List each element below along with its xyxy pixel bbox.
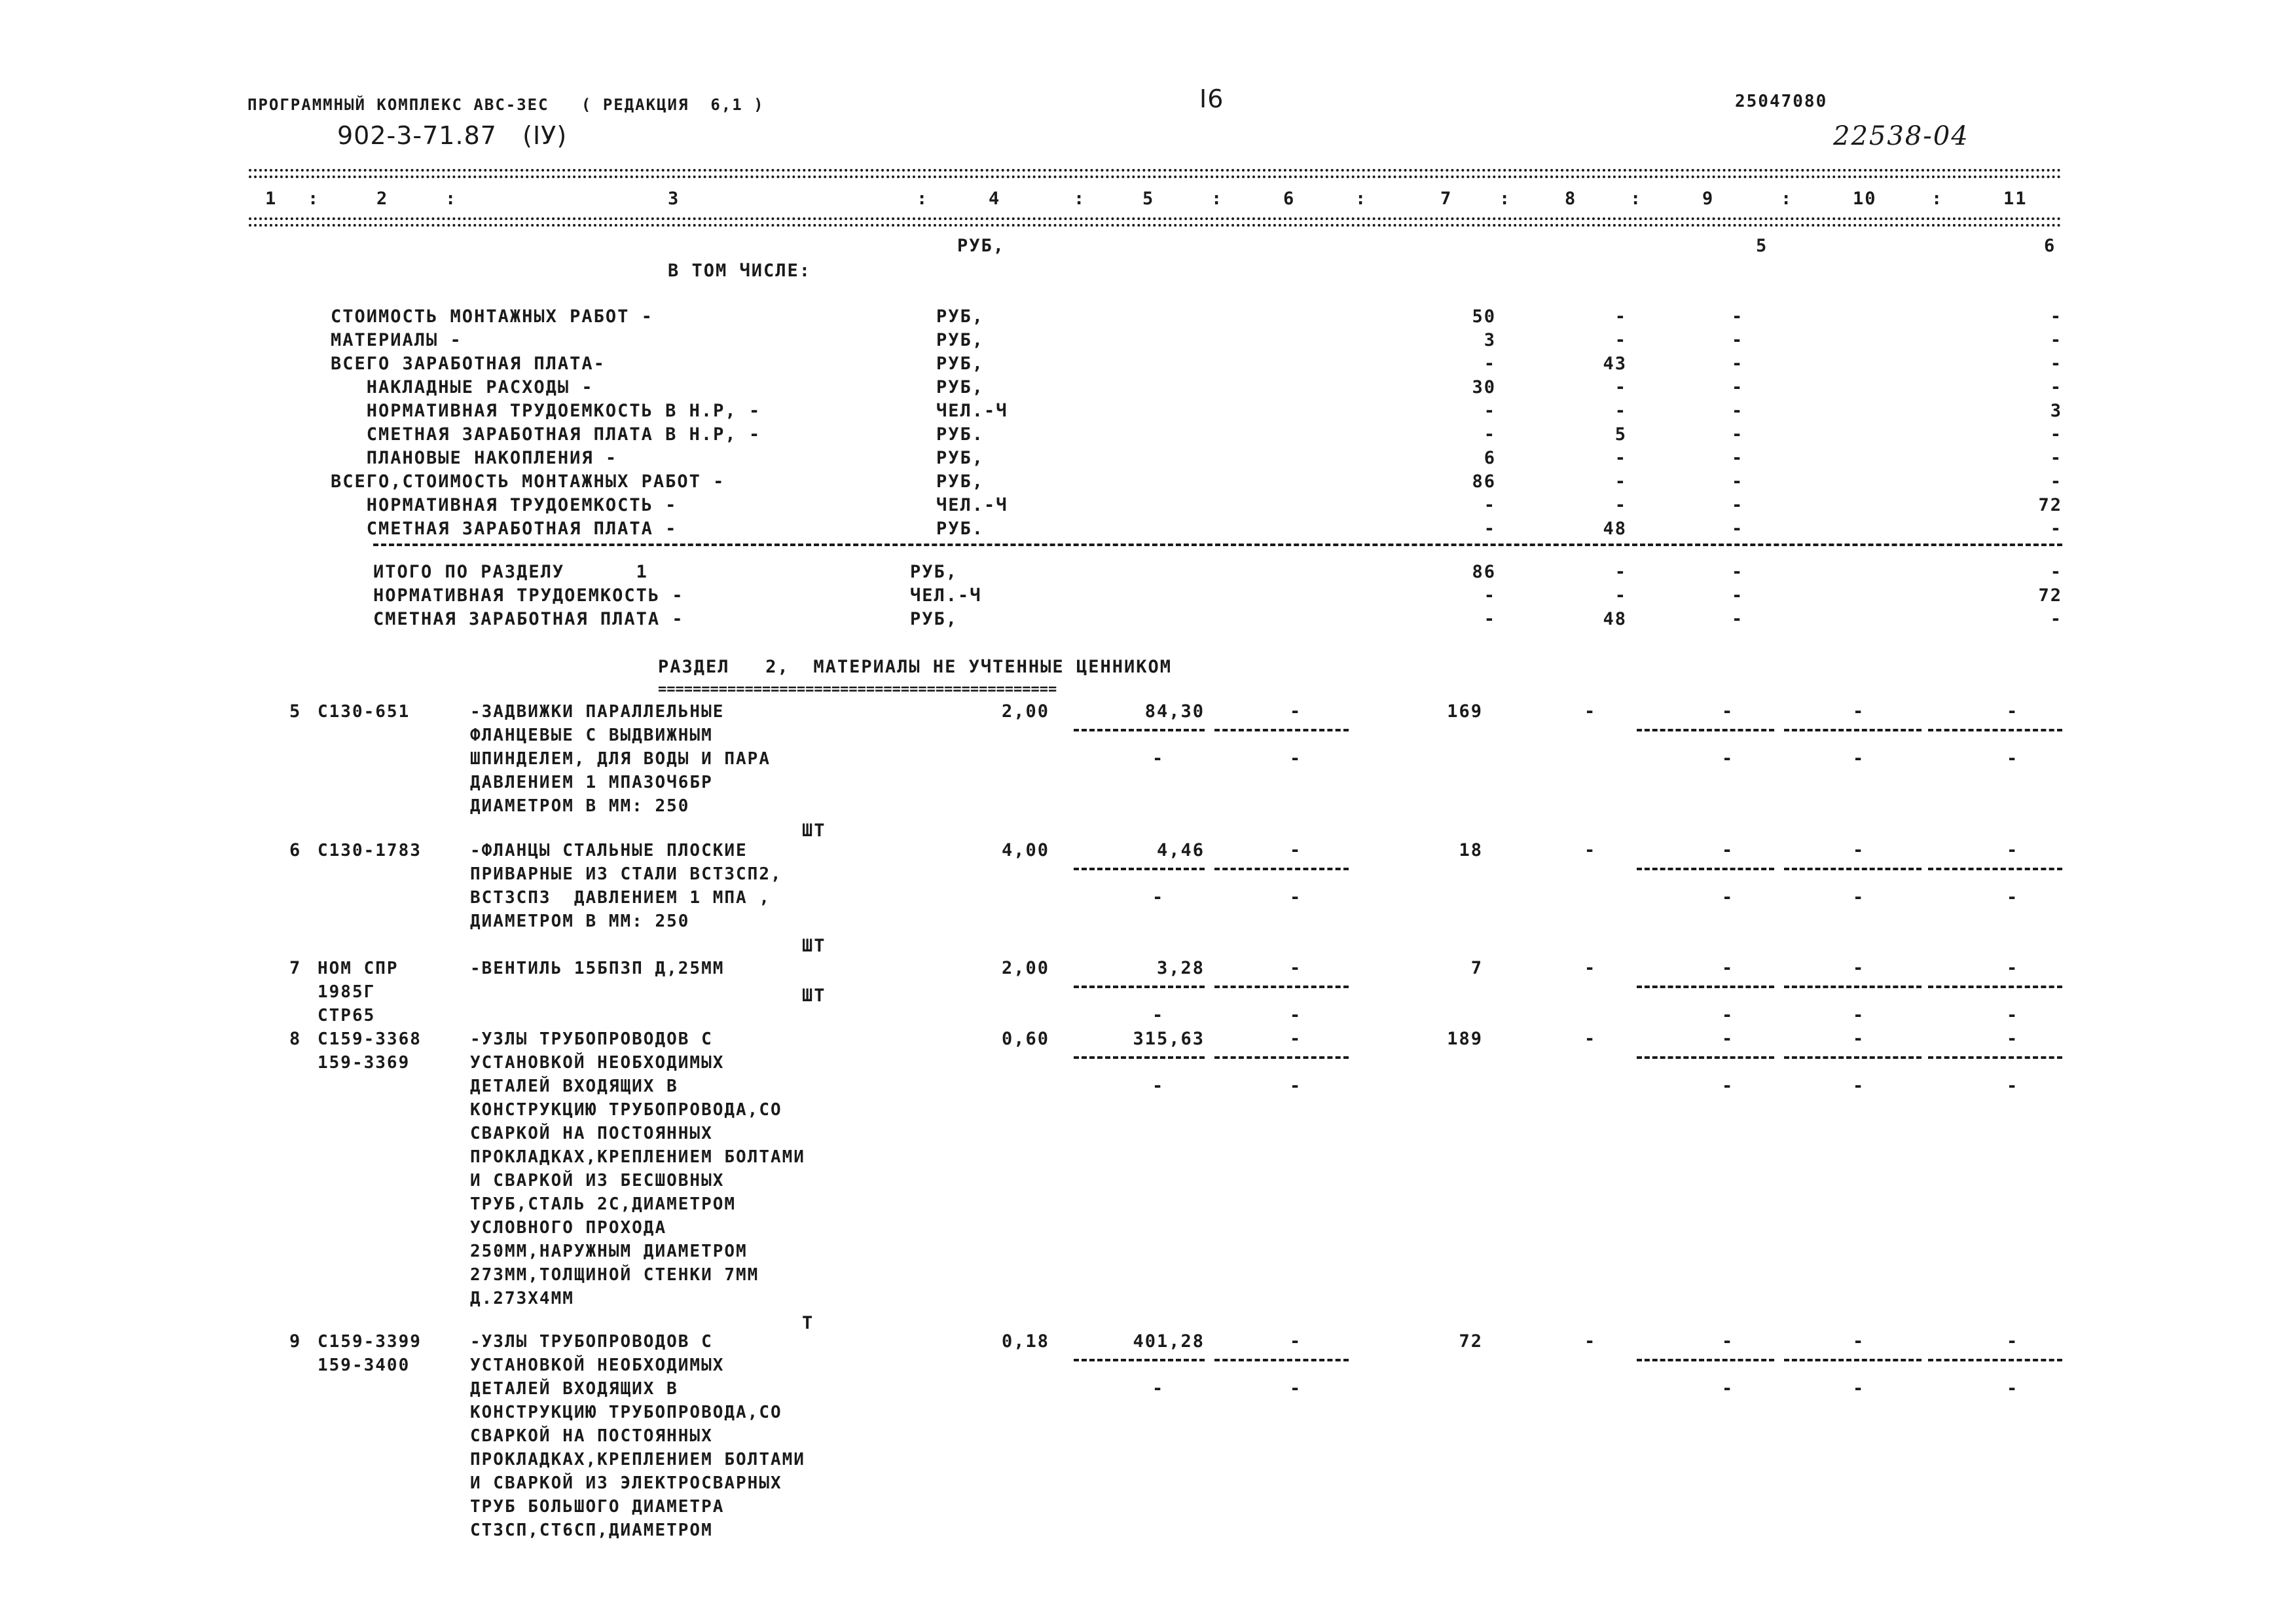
item-col11: - <box>2007 1331 2019 1352</box>
summary-col7: 30 <box>1472 377 1496 397</box>
item-col8: - <box>1584 1331 1597 1352</box>
item-col8: - <box>1584 958 1597 978</box>
summary-unit: РУБ, <box>936 377 985 397</box>
item-description: -ЗАДВИЖКИ ПАРАЛЛЕЛЬНЫЕ ФЛАНЦЕВЫЕ С ВЫДВИЖНЫМ ШПИНДЕЛЕМ, ДЛЯ ВОДЫ И ПАРА ДАВЛЕНИЕМ 1 МПА3ОЧ6БР ДИАМЕТРОМ В ММ: 250 <box>470 702 771 816</box>
item-col5-sub: - <box>1152 1005 1165 1025</box>
item-price: 401,28 <box>1133 1331 1205 1352</box>
summary-label: ПЛАНОВЫЕ НАКОПЛЕНИЯ - <box>331 448 618 468</box>
item-col7: 72 <box>1459 1331 1483 1352</box>
document-code: 25047080 <box>1735 92 1828 111</box>
item-price: 315,63 <box>1133 1029 1205 1049</box>
item-number: 9 <box>289 1331 302 1352</box>
item-col6: - <box>1290 1029 1302 1049</box>
item-col9-sub: - <box>1722 1076 1734 1096</box>
summary-col8: 43 <box>1603 354 1627 374</box>
item-price: 4,46 <box>1156 840 1205 860</box>
item-price: 3,28 <box>1156 958 1205 978</box>
column-number-4: 4 <box>989 189 1001 209</box>
total-col7: 86 <box>1472 562 1496 582</box>
summary-col11: - <box>2050 354 2062 374</box>
summary-col7: 50 <box>1472 306 1496 327</box>
summary-col11: - <box>2050 330 2062 350</box>
column-separator: : <box>1074 189 1086 209</box>
column-number-2: 2 <box>376 189 389 209</box>
summary-label: СТОИМОСТЬ МОНТАЖНЫХ РАБОТ - <box>331 306 653 327</box>
item-col6-sub: - <box>1290 1076 1302 1096</box>
item-code: С130-651 <box>318 702 410 722</box>
item-col10-sub: - <box>1853 887 1865 908</box>
item-subtotal-rule <box>1637 729 1774 731</box>
item-col6-sub: - <box>1290 1378 1302 1399</box>
summary-col9: - <box>1732 519 1744 539</box>
item-number: 6 <box>289 840 302 860</box>
item-col10-sub: - <box>1853 748 1865 769</box>
project-number: 902-3-71.87 (IУ) <box>337 121 568 150</box>
item-code: С130-1783 <box>318 841 422 860</box>
total-col7: - <box>1484 609 1496 629</box>
summary-unit: ЧЕЛ.-Ч <box>936 495 1008 515</box>
summary-col7: - <box>1484 354 1496 374</box>
item-col9: - <box>1722 1029 1734 1049</box>
item-col6: - <box>1290 701 1302 722</box>
summary-label: СМЕТНАЯ ЗАРАБОТНАЯ ПЛАТА - <box>331 519 678 539</box>
summary-col7: 6 <box>1484 448 1496 468</box>
summary-unit: ЧЕЛ.-Ч <box>936 401 1008 421</box>
item-col10: - <box>1853 958 1865 978</box>
summary-col9: - <box>1732 471 1744 492</box>
total-col11: - <box>2050 562 2062 582</box>
item-col6-sub: - <box>1290 887 1302 908</box>
item-col7: 18 <box>1459 840 1483 860</box>
summary-col11: - <box>2050 519 2062 539</box>
summary-label: НАКЛАДНЫЕ РАСХОДЫ - <box>331 377 594 397</box>
item-col11-sub: - <box>2007 1076 2019 1096</box>
item-quantity: 4,00 <box>1002 840 1050 860</box>
item-col10-sub: - <box>1853 1005 1865 1025</box>
column-number-6: 6 <box>1283 189 1296 209</box>
column-number-10: 10 <box>1853 189 1877 209</box>
summary-col8: - <box>1614 330 1627 350</box>
summary-col9: - <box>1732 354 1744 374</box>
column-number-8: 8 <box>1565 189 1577 209</box>
item-col5-sub: - <box>1152 1076 1165 1096</box>
summary-unit: РУБ. <box>936 519 985 539</box>
item-col10: - <box>1853 701 1865 722</box>
item-col7: 169 <box>1447 701 1483 722</box>
item-col9: - <box>1722 701 1734 722</box>
item-col11: - <box>2007 958 2019 978</box>
summary-col8: 48 <box>1603 519 1627 539</box>
total-col8: - <box>1614 562 1627 582</box>
item-col10: - <box>1853 1029 1865 1049</box>
item-subtotal-rule <box>1214 729 1349 731</box>
total-unit: РУБ, <box>910 609 958 629</box>
item-col10-sub: - <box>1853 1378 1865 1399</box>
summary-col8: - <box>1614 448 1627 468</box>
section-title: РАЗДЕЛ 2, МАТЕРИАЛЫ НЕ УЧТЕННЫЕ ЦЕННИКОМ <box>658 657 1172 677</box>
summary-col8: - <box>1614 471 1627 492</box>
summary-col7: 86 <box>1472 471 1496 492</box>
summary-col11: - <box>2050 424 2062 445</box>
summary-col7: 3 <box>1484 330 1496 350</box>
column-separator: : <box>1355 189 1368 209</box>
item-subtotal-rule <box>1637 868 1774 870</box>
item-subtotal-rule <box>1928 868 2062 870</box>
item-number: 7 <box>289 958 302 978</box>
item-col9-sub: - <box>1722 1005 1734 1025</box>
column-number-9: 9 <box>1702 189 1715 209</box>
program-title: ПРОГРАММНЫЙ КОМПЛЕКС АВС-3ЕС ( РЕДАКЦИЯ 6,1 ) <box>247 96 765 114</box>
summary-unit: РУБ, <box>936 448 985 468</box>
summary-label: ВСЕГО,СТОИМОСТЬ МОНТАЖНЫХ РАБОТ - <box>331 471 725 492</box>
item-code: НОМ СПР 1985Г СТР65 <box>318 959 399 1025</box>
summary-col11: 3 <box>2050 401 2062 421</box>
summary-col11: 72 <box>2038 495 2062 515</box>
item-subtotal-rule <box>1074 1359 1205 1361</box>
item-code: С159-3399 159-3400 <box>318 1332 422 1375</box>
column-separator: : <box>917 189 929 209</box>
item-subtotal-rule <box>1214 868 1349 870</box>
summary-unit: РУБ. <box>936 424 985 445</box>
section-underline: ============================================== <box>658 681 1057 697</box>
item-subtotal-rule <box>1074 1056 1205 1059</box>
item-col8: - <box>1584 840 1597 860</box>
item-col9-sub: - <box>1722 1378 1734 1399</box>
item-subtotal-rule <box>1784 1056 1922 1059</box>
column-separator: : <box>308 189 320 209</box>
summary-col11: - <box>2050 448 2062 468</box>
item-col9: - <box>1722 958 1734 978</box>
total-col9: - <box>1732 562 1744 582</box>
summary-col9: - <box>1732 330 1744 350</box>
page-number: I6 <box>1199 84 1224 113</box>
summary-col7: - <box>1484 401 1496 421</box>
item-col11: - <box>2007 701 2019 722</box>
header-rule-bottom-2 <box>249 224 2062 227</box>
item-subtotal-rule <box>1637 1056 1774 1059</box>
header-rule-bottom <box>249 217 2062 220</box>
item-col7: 7 <box>1470 958 1483 978</box>
item-subtotal-rule <box>1637 1359 1774 1361</box>
item-subtotal-rule <box>1784 986 1922 988</box>
item-col7: 189 <box>1447 1029 1483 1049</box>
summary-col9: - <box>1732 401 1744 421</box>
column-number-1: 1 <box>265 189 278 209</box>
item-col5-sub: - <box>1152 887 1165 908</box>
summary-col8: - <box>1614 401 1627 421</box>
summary-col9: - <box>1732 306 1744 327</box>
item-col10: - <box>1853 840 1865 860</box>
item-subtotal-rule <box>1074 868 1205 870</box>
summary-col9: - <box>1732 495 1744 515</box>
total-label: ИТОГО ПО РАЗДЕЛУ 1 <box>373 562 648 582</box>
summary-unit: РУБ, <box>936 306 985 327</box>
item-number: 8 <box>289 1029 302 1049</box>
summary-col8: - <box>1614 495 1627 515</box>
item-description: -УЗЛЫ ТРУБОПРОВОДОВ С УСТАНОВКОЙ НЕОБХОДИМЫХ ДЕТАЛЕЙ ВХОДЯЩИХ В КОНСТРУКЦИЮ ТРУБОПРОВОДА,СО СВАРКОЙ НА ПОСТОЯННЫХ ПРОКЛАДКАХ,КРЕПЛЕНИЕМ БОЛТАМИ И СВАРКОЙ ИЗ ЭЛЕКТРОСВАРНЫХ ТРУБ БОЛЬШОГО ДИАМЕТРА СТ3СП,СТ6СП,ДИАМЕТРОМ <box>470 1332 805 1540</box>
item-quantity: 0,18 <box>1002 1331 1050 1352</box>
summary-label: НОРМАТИВНАЯ ТРУДОЕМКОСТЬ В Н.Р, - <box>331 401 761 421</box>
summary-col9: - <box>1732 424 1744 445</box>
summary-unit: РУБ, <box>936 330 985 350</box>
item-col6: - <box>1290 840 1302 860</box>
summary-col11: - <box>2050 306 2062 327</box>
item-col6-sub: - <box>1290 1005 1302 1025</box>
column-number-11: 11 <box>2003 189 2028 209</box>
item-col11: - <box>2007 1029 2019 1049</box>
item-description: -ФЛАНЦЫ СТАЛЬНЫЕ ПЛОСКИЕ ПРИВАРНЫЕ ИЗ СТАЛИ ВСТ3СП2, ВСТ3СП3 ДАВЛЕНИЕМ 1 МПА , ДИАМЕТРОМ В ММ: 250 <box>470 841 782 931</box>
column-number-5: 5 <box>1142 189 1155 209</box>
item-quantity: 2,00 <box>1002 958 1050 978</box>
column-separator: : <box>1630 189 1643 209</box>
item-col6-sub: - <box>1290 748 1302 769</box>
item-col11-sub: - <box>2007 887 2019 908</box>
summary-label: СМЕТНАЯ ЗАРАБОТНАЯ ПЛАТА В Н.Р, - <box>331 424 761 445</box>
summary-label: ВСЕГО ЗАРАБОТНАЯ ПЛАТА- <box>331 354 606 374</box>
item-col6: - <box>1290 958 1302 978</box>
item-col5-sub: - <box>1152 748 1165 769</box>
summary-col11: - <box>2050 377 2062 397</box>
total-col7: - <box>1484 585 1496 606</box>
total-unit: ЧЕЛ.-Ч <box>910 585 982 606</box>
item-quantity: 0,60 <box>1002 1029 1050 1049</box>
summary-top-unit: РУБ, <box>957 236 1006 256</box>
item-unit: Т <box>802 1313 814 1333</box>
item-subtotal-rule <box>1214 1056 1349 1059</box>
total-col9: - <box>1732 609 1744 629</box>
item-subtotal-rule <box>1637 986 1774 988</box>
item-col8: - <box>1584 701 1597 722</box>
item-subtotal-rule <box>1784 868 1922 870</box>
column-separator: : <box>1781 189 1793 209</box>
total-col9: - <box>1732 585 1744 606</box>
total-col11: - <box>2050 609 2062 629</box>
item-col9-sub: - <box>1722 887 1734 908</box>
summary-separator <box>373 544 2062 546</box>
total-col8: 48 <box>1603 609 1627 629</box>
summary-col8: - <box>1614 306 1627 327</box>
item-subtotal-rule <box>1784 729 1922 731</box>
summary-unit: РУБ, <box>936 471 985 492</box>
item-col10: - <box>1853 1331 1865 1352</box>
summary-col8: - <box>1614 377 1627 397</box>
item-subtotal-rule <box>1214 986 1349 988</box>
column-separator: : <box>445 189 458 209</box>
item-subtotal-rule <box>1928 1056 2062 1059</box>
item-col10-sub: - <box>1853 1076 1865 1096</box>
total-label: СМЕТНАЯ ЗАРАБОТНАЯ ПЛАТА - <box>373 609 684 629</box>
item-col11-sub: - <box>2007 748 2019 769</box>
item-col11-sub: - <box>2007 1005 2019 1025</box>
summary-top-c9: 5 <box>1756 236 1768 256</box>
item-subtotal-rule <box>1214 1359 1349 1361</box>
item-subtotal-rule <box>1074 729 1205 731</box>
summary-unit: РУБ, <box>936 354 985 374</box>
item-col8: - <box>1584 1029 1597 1049</box>
item-unit: ШТ <box>802 821 826 841</box>
item-col11: - <box>2007 840 2019 860</box>
total-col11: 72 <box>2038 585 2062 606</box>
column-separator: : <box>1211 189 1224 209</box>
summary-label: МАТЕРИАЛЫ - <box>331 330 462 350</box>
item-description: -УЗЛЫ ТРУБОПРОВОДОВ С УСТАНОВКОЙ НЕОБХОДИМЫХ ДЕТАЛЕЙ ВХОДЯЩИХ В КОНСТРУКЦИЮ ТРУБОПРОВОДА,СО СВАРКОЙ НА ПОСТОЯННЫХ ПРОКЛАДКАХ,КРЕПЛЕНИЕМ БОЛТАМИ И СВАРКОЙ ИЗ БЕСШОВНЫХ ТРУБ,СТАЛЬ 2С,ДИАМЕТРОМ УСЛОВНОГО ПРОХОДА 250ММ,НАРУЖНЫМ ДИАМЕТРОМ 273ММ,ТОЛЩИНОЙ СТЕНКИ 7ММ Д.273Х4ММ <box>470 1029 805 1308</box>
total-col8: - <box>1614 585 1627 606</box>
column-number-7: 7 <box>1440 189 1453 209</box>
sheet-number: 22538-04 <box>1833 121 1969 151</box>
item-col5-sub: - <box>1152 1378 1165 1399</box>
item-subtotal-rule <box>1074 986 1205 988</box>
header-rule-top <box>249 169 2062 172</box>
item-subtotal-rule <box>1784 1359 1922 1361</box>
item-col9: - <box>1722 1331 1734 1352</box>
item-col11-sub: - <box>2007 1378 2019 1399</box>
summary-col8: 5 <box>1614 424 1627 445</box>
item-price: 84,30 <box>1144 701 1205 722</box>
header-rule-top-2 <box>249 175 2062 178</box>
item-col9: - <box>1722 840 1734 860</box>
item-quantity: 2,00 <box>1002 701 1050 722</box>
total-label: НОРМАТИВНАЯ ТРУДОЕМКОСТЬ - <box>373 585 684 606</box>
item-subtotal-rule <box>1928 986 2062 988</box>
item-col6: - <box>1290 1331 1302 1352</box>
column-number-3: 3 <box>668 189 680 209</box>
item-subtotal-rule <box>1928 1359 2062 1361</box>
item-unit: ШТ <box>802 936 826 956</box>
summary-label: НОРМАТИВНАЯ ТРУДОЕМКОСТЬ - <box>331 495 678 515</box>
item-description: -ВЕНТИЛЬ 15БП3П Д,25ММ <box>470 959 725 978</box>
column-separator: : <box>1499 189 1512 209</box>
item-unit: ШТ <box>802 986 826 1006</box>
summary-col9: - <box>1732 448 1744 468</box>
summary-top-c11: 6 <box>2044 236 2056 256</box>
summary-col7: - <box>1484 495 1496 515</box>
item-number: 5 <box>289 701 302 722</box>
column-separator: : <box>1931 189 1944 209</box>
summary-col7: - <box>1484 424 1496 445</box>
summary-col9: - <box>1732 377 1744 397</box>
item-subtotal-rule <box>1928 729 2062 731</box>
total-unit: РУБ, <box>910 562 958 582</box>
including-label: В ТОМ ЧИСЛЕ: <box>668 261 812 281</box>
item-code: С159-3368 159-3369 <box>318 1029 422 1073</box>
summary-col7: - <box>1484 519 1496 539</box>
item-col9-sub: - <box>1722 748 1734 769</box>
summary-col11: - <box>2050 471 2062 492</box>
